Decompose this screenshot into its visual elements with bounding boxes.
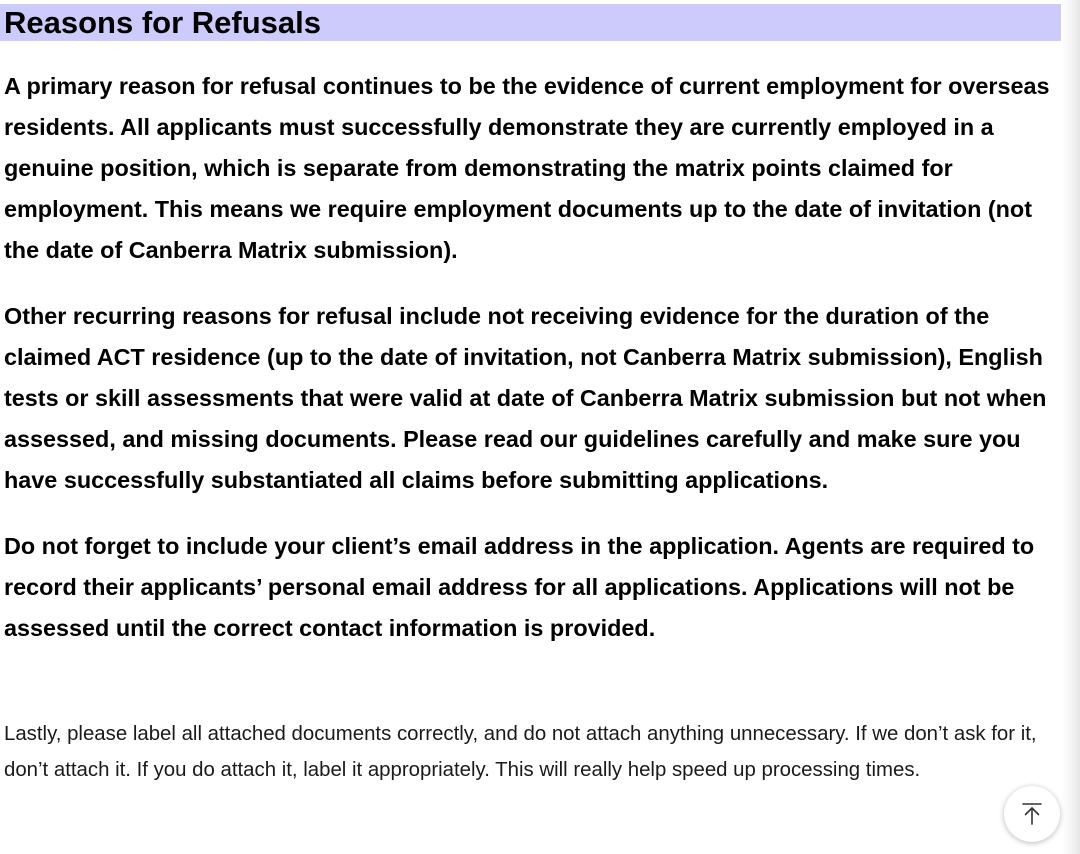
paragraph-employment-evidence: A primary reason for refusal continues to be the evidence of current employment for overseas residents. All applicants must successfully demonstrate they are currently employed in a genuine position, which is separate from demonstrating the matrix points claimed for employment. This means we require employment documents up to the date of invitation (not the date of Canberra Matrix submission).	[4, 73, 1050, 263]
paragraph-label-documents: Lastly, please label all attached documents correctly, and do not attach anything unnecessary. If we don’t ask for it, don’t attach it. If you do attach it, label it appropriately. This will really help speed up processing times.	[4, 723, 1037, 781]
section-content	[4, 66, 1062, 781]
section-heading-bar	[0, 4, 1061, 41]
paragraph-client-email: Do not forget to include your client’s email address in the application. Agents are required to record their applicants’ personal email address for all applications. Applications will not be assessed until the correct contact information is provided.	[4, 533, 1035, 641]
paragraph-other-refusal-reasons: Other recurring reasons for refusal include not receiving evidence for the duration of the claimed ACT residence (up to the date of invitation, not Canberra Matrix submission), English tests or skill assessments that were valid at date of Canberra Matrix submission but not when assessed, and missing documents. Please read our guidelines carefully and make sure you have successfully substantiated all claims before submitting applications.	[4, 303, 1047, 493]
scroll-to-top-button[interactable]	[1004, 786, 1060, 842]
arrow-to-top-icon	[1021, 802, 1043, 826]
scrollbar-track[interactable]	[1062, 0, 1080, 854]
section-heading: Reasons for Refusals	[4, 5, 321, 40]
